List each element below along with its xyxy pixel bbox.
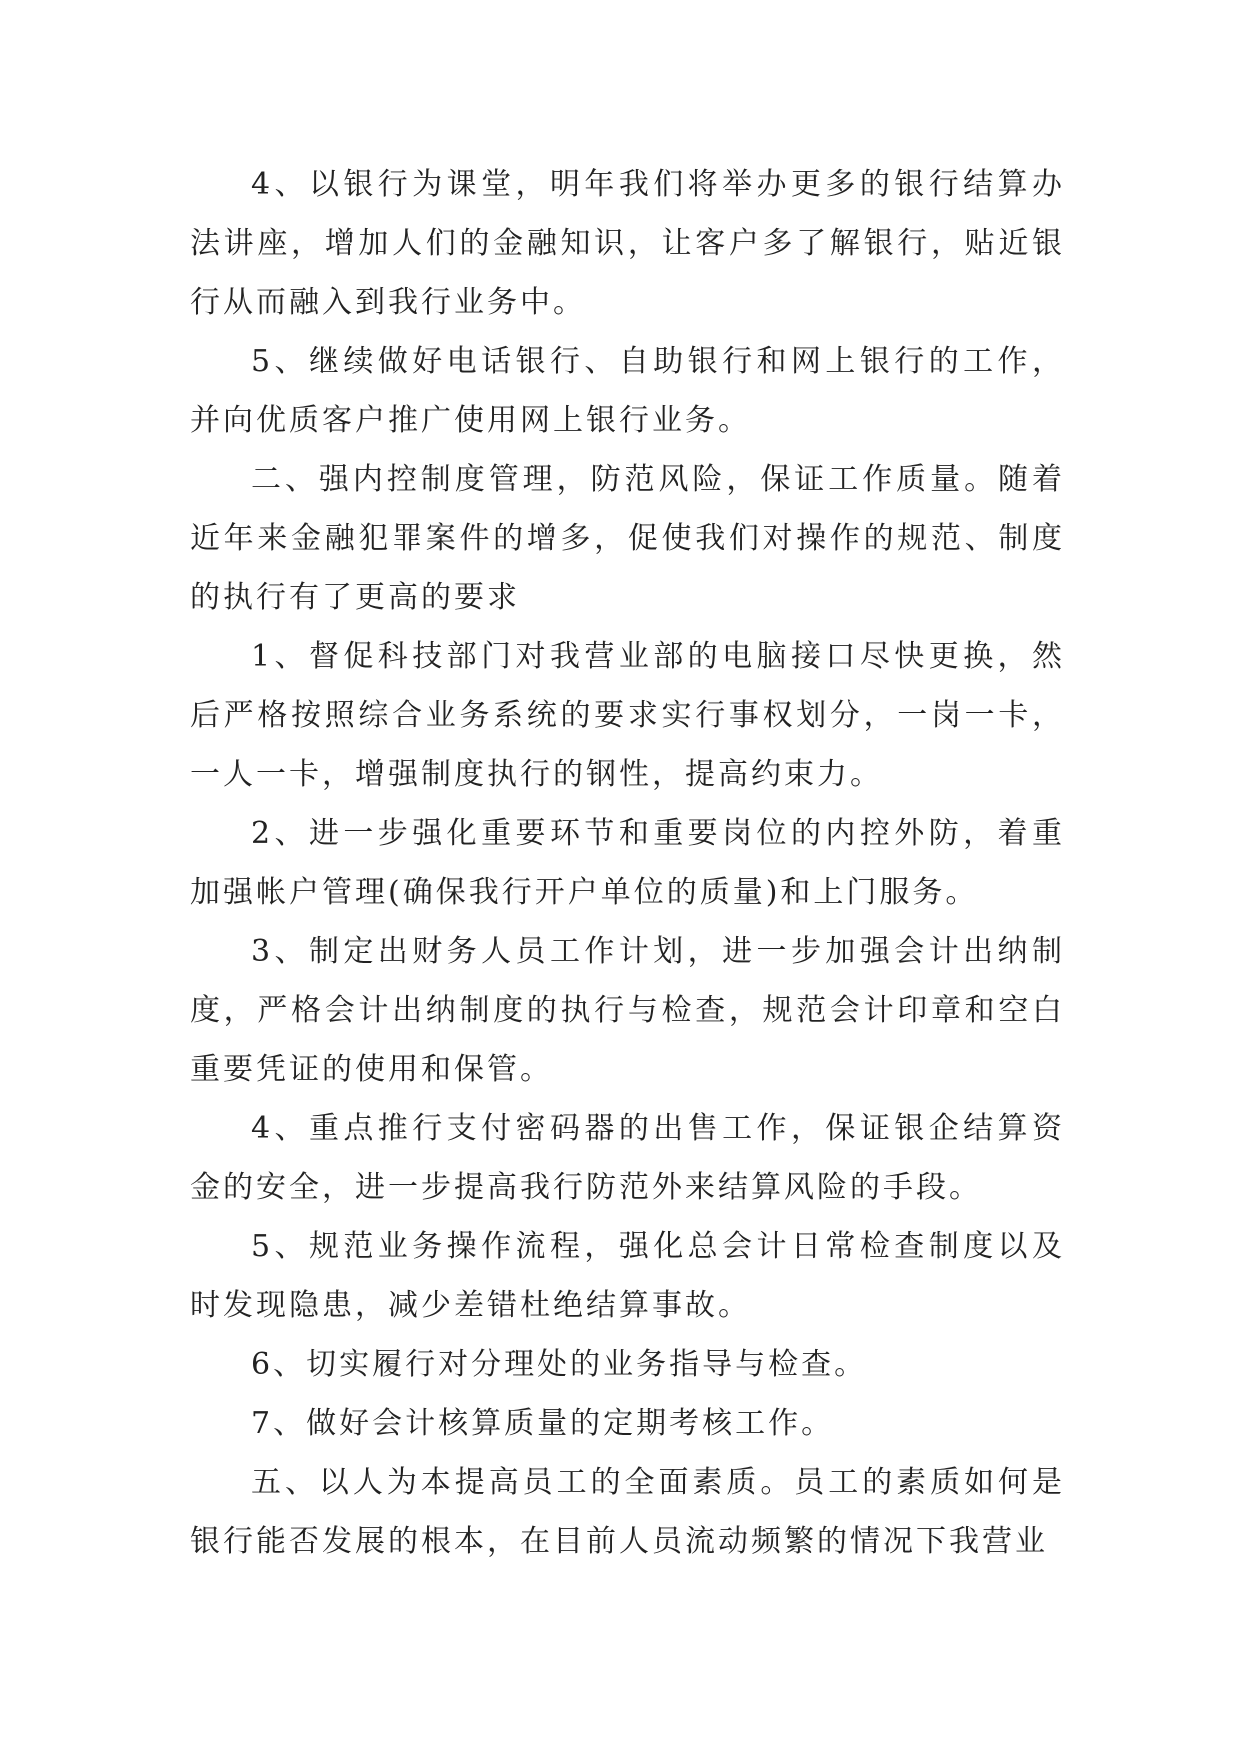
paragraph-section-internal-control: 二、强内控制度管理，防范风险，保证工作质量。随着近年来金融犯罪案件的增多，促使我们对操作的规范、制度的执行有了更高的要求 bbox=[190, 462, 1065, 615]
paragraph-item-3-cashier-system: 3、制定出财务人员工作计划，进一步加强会计出纳制度，严格会计出纳制度的执行与检查，规范会计印章和空白重要凭证的使用和保管。 bbox=[190, 934, 1065, 1087]
paragraph-item-2-key-positions: 2、进一步强化重要环节和重要岗位的内控外防，着重加强帐户管理(确保我行开户单位的质量)和上门服务。 bbox=[190, 816, 1065, 910]
paragraph-item-7-assessment: 7、做好会计核算质量的定期考核工作。 bbox=[251, 1406, 835, 1441]
paragraph-item-4-password-device: 4、重点推行支付密码器的出售工作，保证银企结算资金的安全，进一步提高我行防范外来结算风险的手段。 bbox=[190, 1111, 1065, 1205]
paragraph-item-5-process: 5、规范业务操作流程，强化总会计日常检查制度以及时发现隐患，减少差错杜绝结算事故。 bbox=[190, 1229, 1065, 1323]
paragraph-item-4-classroom: 4、以银行为课堂，明年我们将举办更多的银行结算办法讲座，增加人们的金融知识，让客户多了解银行，贴近银行从而融入到我行业务中。 bbox=[190, 167, 1065, 320]
document-body bbox=[190, 155, 1065, 1571]
paragraph-section-staff-quality: 五、以人为本提高员工的全面素质。员工的素质如何是银行能否发展的根本，在目前人员流动频繁的情况下我营业 bbox=[190, 1465, 1065, 1559]
paragraph-item-5-e-banking: 5、继续做好电话银行、自助银行和网上银行的工作，并向优质客户推广使用网上银行业务。 bbox=[190, 344, 1065, 438]
paragraph-item-1-system-upgrade: 1、督促科技部门对我营业部的电脑接口尽快更换，然后严格按照综合业务系统的要求实行事权划分，一岗一卡，一人一卡，增强制度执行的钢性，提高约束力。 bbox=[190, 639, 1065, 792]
paragraph-item-6-guidance: 6、切实履行对分理处的业务指导与检查。 bbox=[251, 1347, 868, 1382]
